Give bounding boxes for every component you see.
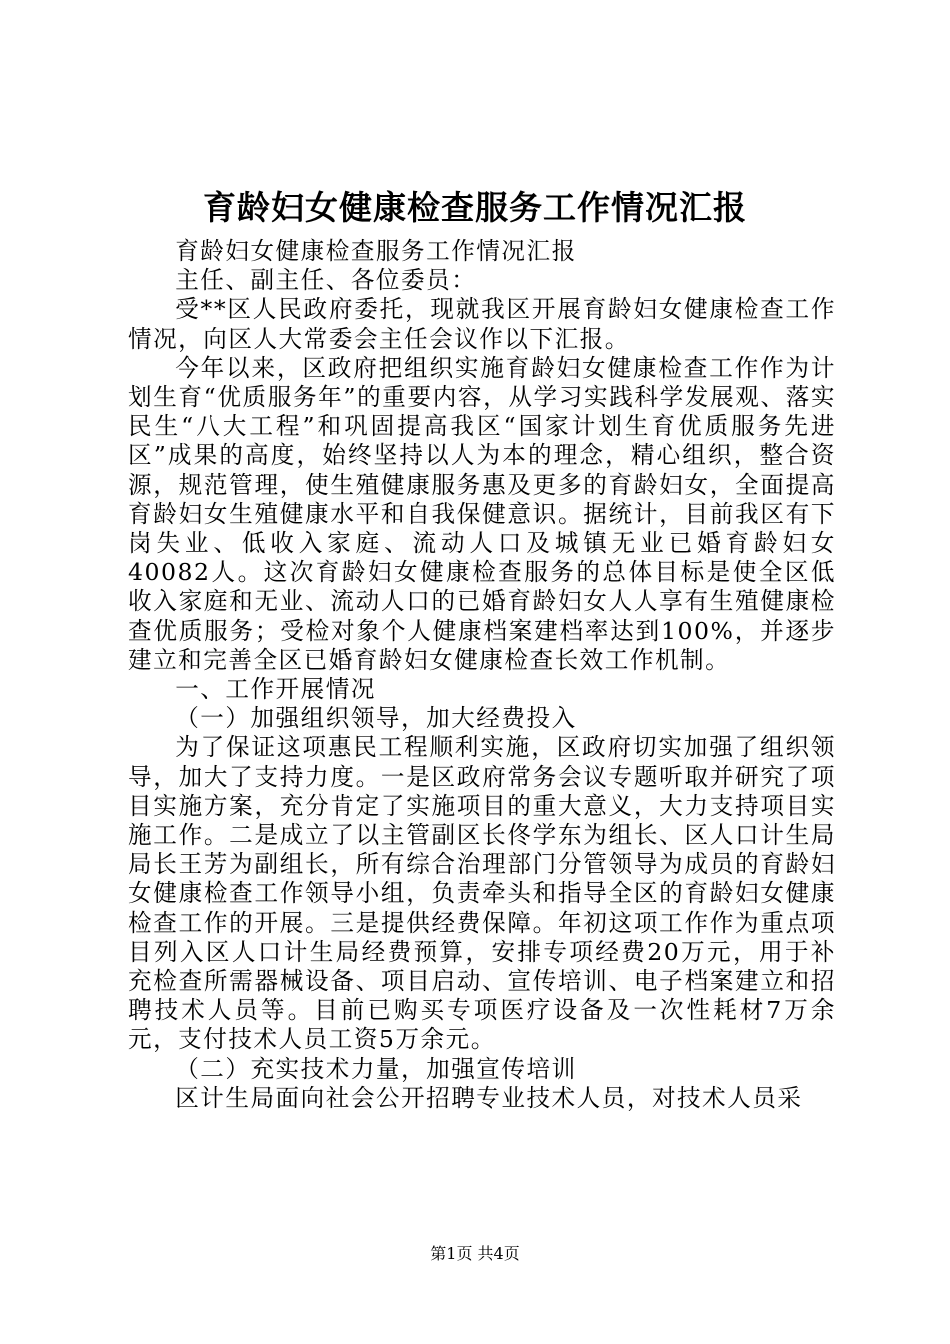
section-heading-1: 一、工作开展情况 (175, 675, 376, 704)
paragraph-subtitle: 育龄妇女健康检查服务工作情况汇报 (175, 237, 577, 265)
subsection-heading-1: （一）加强组织领导，加大经费投入 (175, 704, 577, 733)
paragraph-salutation: 主任、副主任、各位委员： (175, 266, 477, 295)
document-title: 育龄妇女健康检查服务工作情况汇报 (203, 188, 747, 227)
page-footer: 第1页 共4页 (430, 1244, 520, 1263)
document-body (128, 237, 836, 1113)
paragraph-intro: 受**区人民政府委托，现就我区开展育龄妇女健康检查工作情况，向区人大常委会主任会议作以下汇报。 (128, 295, 836, 353)
paragraph-organization: 为了保证这项惠民工程顺利实施，区政府切实加强了组织领导，加大了支持力度。一是区政府常务会议专题听取并研究了项目实施方案，充分肯定了实施项目的重大意义，大力支持项目实施工作。二是成立了以主管副区长佟学东为组长、区人口计生局局长王芳为副组长，所有综合治理部门分管领导为成员的育龄妇女健康检查工作领导小组，负责牵头和指导全区的育龄妇女健康检查工作的开展。三是提供经费保障。年初这项工作作为重点项目列入区人口计生局经费预算，安排专项经费20万元，用于补充检查所需器械设备、项目启动、宣传培训、电子档案建立和招聘技术人员等。目前已购买专项医疗设备及一次性耗材7万余元，支付技术人员工资5万余元。 (128, 733, 836, 1054)
subsection-heading-2: （二）充实技术力量，加强宣传培训 (175, 1054, 577, 1083)
paragraph-overview: 今年以来，区政府把组织实施育龄妇女健康检查工作作为计划生育“优质服务年”的重要内容，从学习实践科学发展观、落实民生“八大工程”和巩固提高我区“国家计划生育优质服务先进区”成果的高度，始终坚持以人为本的理念，精心组织，整合资源，规范管理，使生殖健康服务惠及更多的育龄妇女，全面提高育龄妇女生殖健康水平和自我保健意识。据统计，目前我区有下岗失业、低收入家庭、流动人口及城镇无业已婚育龄妇女40082人。这次育龄妇女健康检查服务的总体目标是使全区低收入家庭和无业、流动人口的已婚育龄妇女人人享有生殖健康检查优质服务；受检对象个人健康档案建档率达到100%，并逐步建立和完善全区已婚育龄妇女健康检查长效工作机制。 (128, 353, 836, 674)
paragraph-recruitment: 区计生局面向社会公开招聘专业技术人员，对技术人员采 (175, 1083, 803, 1112)
